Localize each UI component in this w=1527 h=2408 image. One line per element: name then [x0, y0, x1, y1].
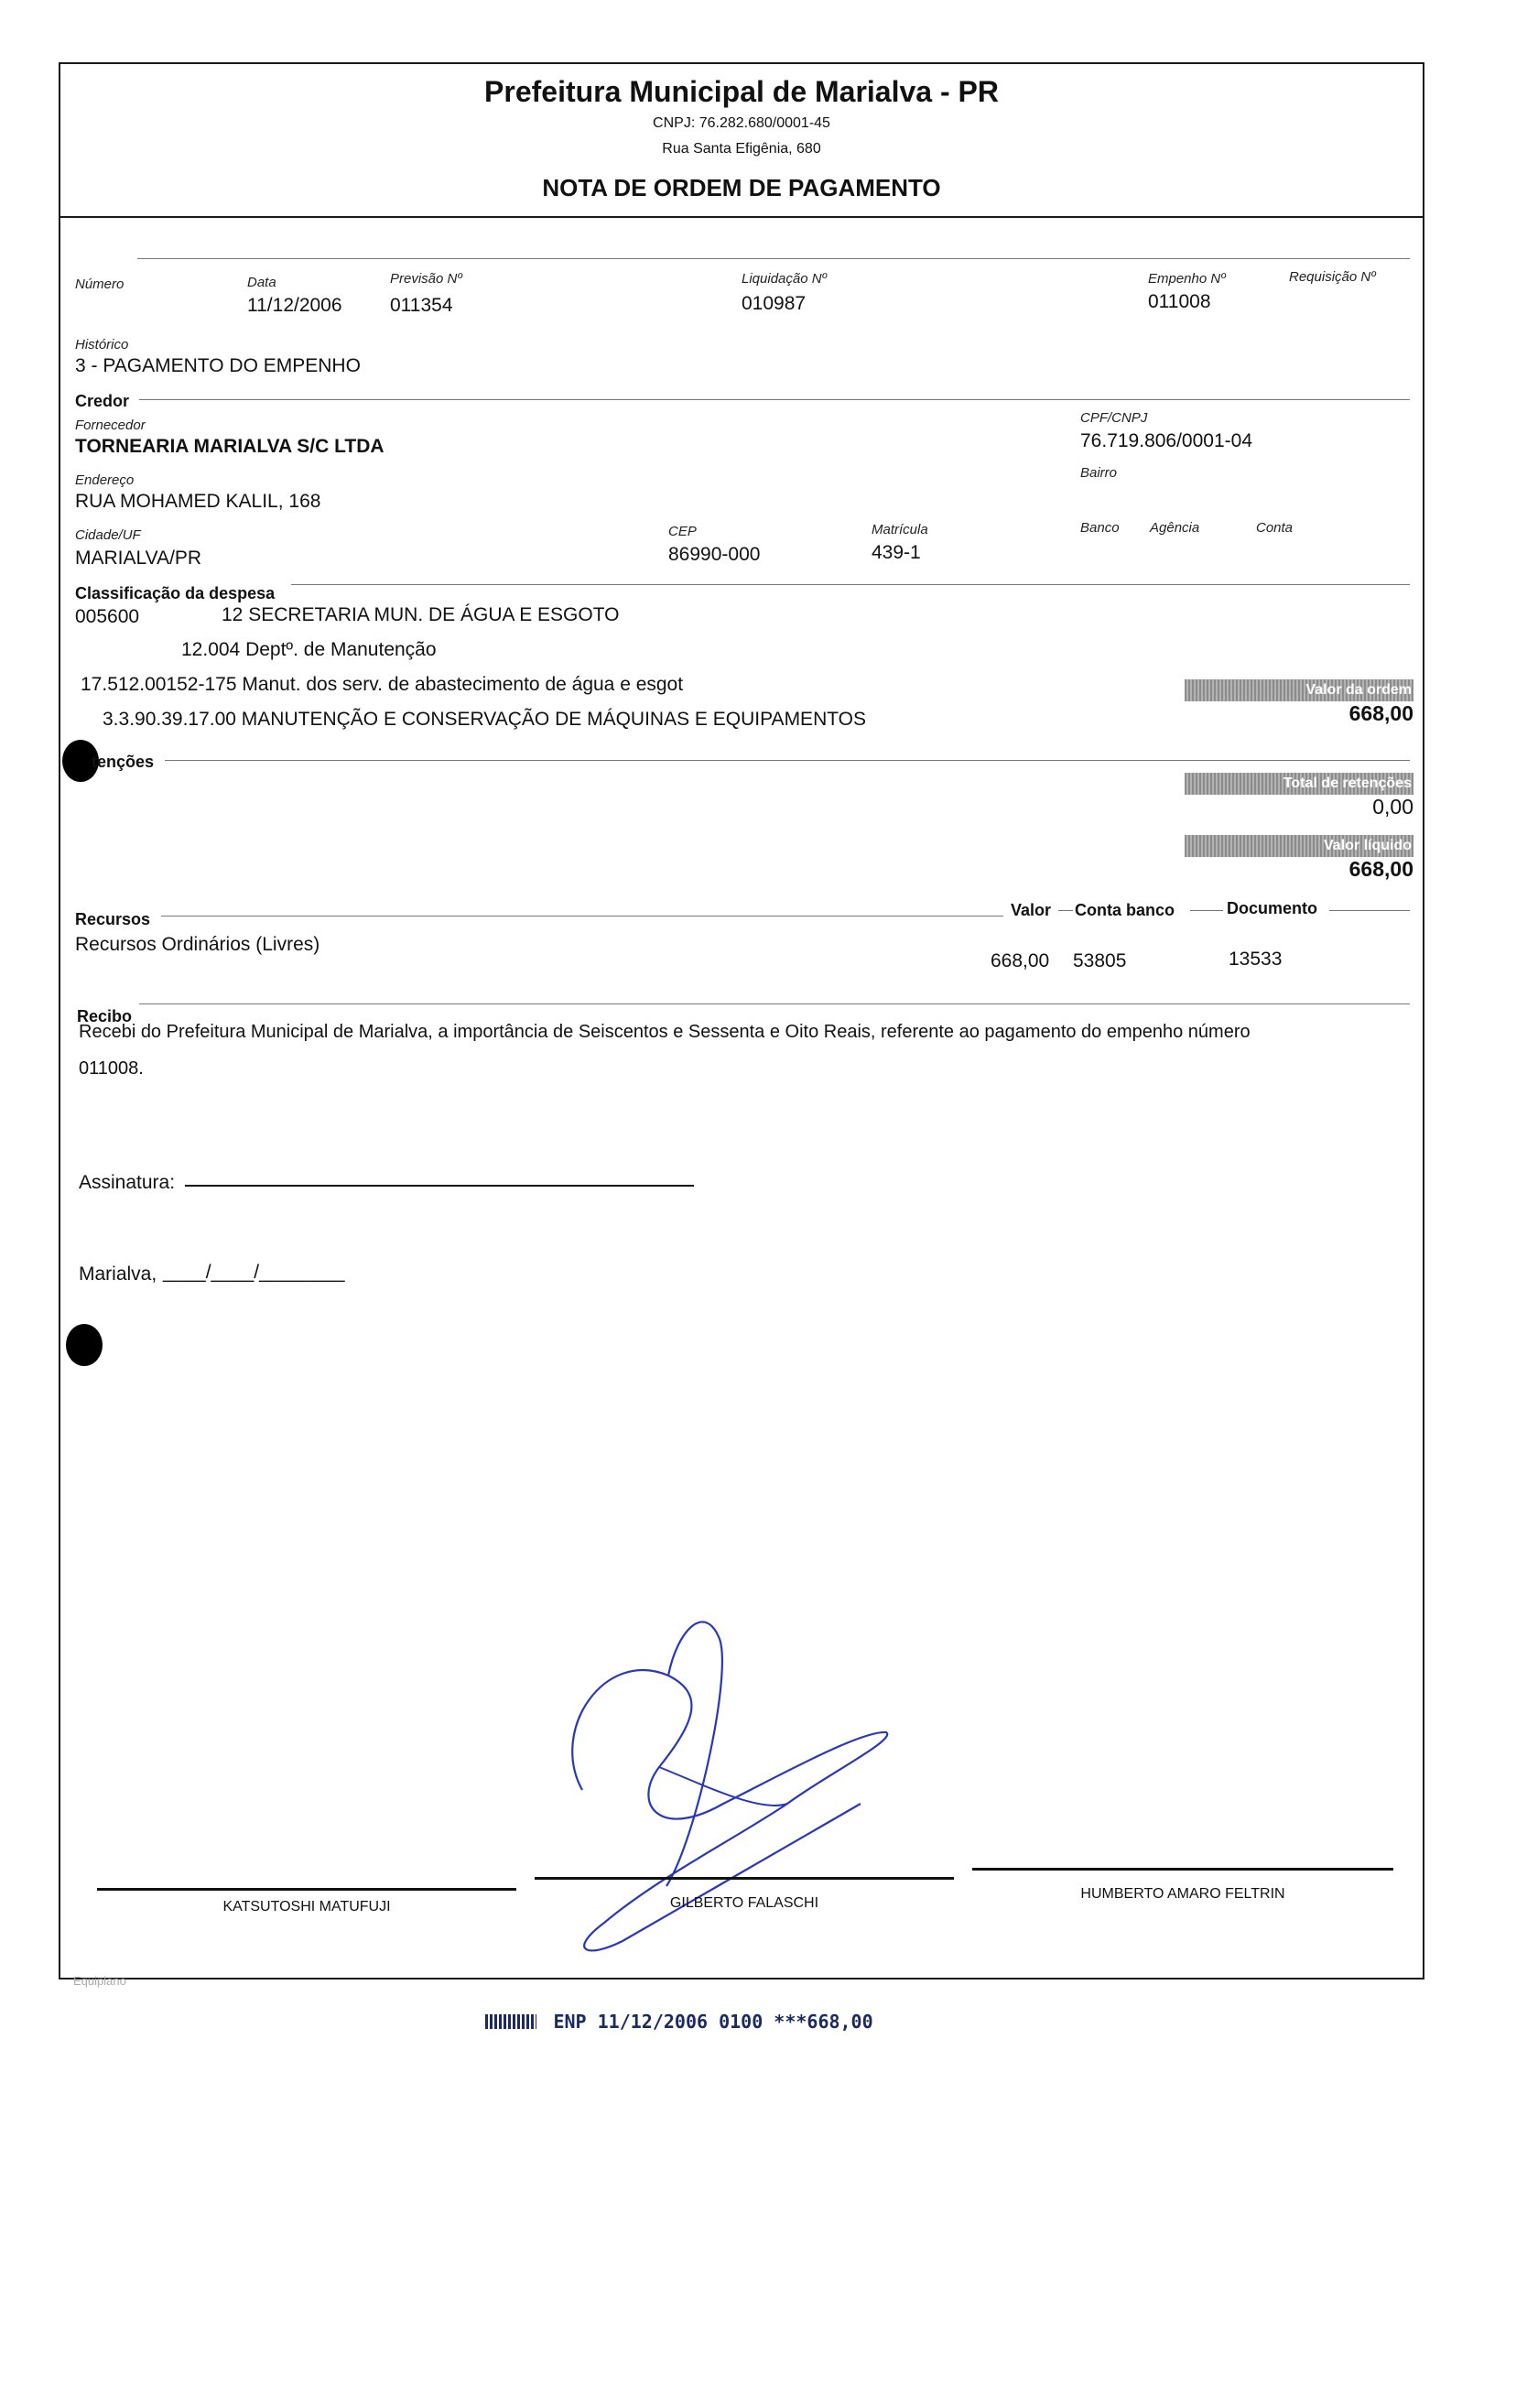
fornecedor-label: Fornecedor: [75, 418, 146, 433]
classificacao-divider: [291, 584, 1410, 585]
agencia-label: Agência: [1150, 520, 1200, 536]
endereco-label: Endereço: [75, 472, 135, 488]
conta-label: Conta: [1256, 520, 1294, 536]
signature-name-1: KATSUTOSHI MATUFUJI: [222, 1899, 391, 1914]
retencoes-section: tenções: [92, 753, 155, 771]
recursos-valor-label: Valor: [1011, 901, 1052, 919]
valor-ordem-value: 668,00: [1348, 701, 1413, 725]
valor-liquido-label: Valor líquido: [1185, 835, 1413, 857]
signature-name-2: GILBERTO FALASCHI: [669, 1895, 819, 1911]
total-retencoes-label: Total de retenções: [1185, 773, 1413, 795]
credor-section: Credor: [75, 392, 130, 410]
classificacao-programa: 17.512.00152-175 Manut. dos serv. de abastecimento de água e esgot: [81, 674, 684, 695]
signature-line-2: [535, 1877, 954, 1880]
liquidacao-value: 010987: [742, 293, 807, 314]
matricula-label: Matrícula: [872, 522, 928, 537]
numero-label: Número: [75, 277, 125, 292]
fields-divider: [137, 258, 1410, 259]
bank-stamp: [485, 2011, 873, 2033]
classificacao-secretaria: 12 SECRETARIA MUN. DE ÁGUA E ESGOTO: [222, 604, 620, 625]
doc-title: NOTA DE ORDEM DE PAGAMENTO: [542, 174, 941, 201]
liquidacao-label: Liquidação Nº: [742, 271, 828, 287]
cidade-label: Cidade/UF: [75, 527, 141, 543]
header-address: Rua Santa Efigênia, 680: [662, 141, 821, 157]
signature-line-1: [97, 1888, 516, 1891]
signature-line-3: [972, 1868, 1393, 1871]
header-title: Prefeitura Municipal de Marialva - PR: [484, 75, 999, 108]
cpf-label: CPF/CNPJ: [1080, 410, 1148, 426]
total-retencoes-value: 0,00: [1372, 795, 1413, 819]
fornecedor-value: TORNEARIA MARIALVA S/C LTDA: [75, 436, 384, 457]
recibo-divider: [139, 1003, 1410, 1004]
recursos-conta: 53805: [1073, 950, 1127, 971]
recursos-section: Recursos: [75, 910, 151, 928]
header-divider: [59, 216, 1424, 218]
credor-divider: [139, 399, 1410, 400]
cep-label: CEP: [668, 524, 697, 539]
data-label: Data: [247, 275, 276, 290]
recursos-documento-label: Documento: [1227, 899, 1317, 917]
banco-label: Banco: [1080, 520, 1120, 536]
recursos-conta-label: Conta banco: [1075, 901, 1175, 919]
cidade-value: MARIALVA/PR: [75, 548, 202, 569]
valor-ordem-label: Valor da ordem: [1185, 679, 1413, 701]
endereco-value: RUA MOHAMED KALIL, 168: [75, 491, 321, 512]
historico-value: 3 - PAGAMENTO DO EMPENHO: [75, 355, 361, 376]
bairro-label: Bairro: [1080, 465, 1118, 481]
marialva-label: Marialva,: [79, 1264, 157, 1285]
recibo-line2: 011008.: [79, 1058, 144, 1079]
header-cnpj: CNPJ: 76.282.680/0001-45: [653, 115, 830, 131]
empenho-label: Empenho Nº: [1148, 271, 1226, 287]
recursos-divider-3: [1190, 910, 1223, 911]
signature-name-3: HUMBERTO AMARO FELTRIN: [1080, 1886, 1285, 1902]
recursos-valor: 668,00: [991, 950, 1050, 971]
recursos-divider-4: [1329, 910, 1410, 911]
equiplano-brand: Equiplano: [73, 1974, 126, 1988]
classificacao-code: 005600: [75, 606, 140, 627]
recursos-divider: [161, 916, 1003, 917]
recursos-description: Recursos Ordinários (Livres): [75, 934, 320, 955]
recursos-divider-2: [1058, 910, 1073, 911]
stamp-barcode-icon: [485, 2014, 536, 2029]
requisicao-label: Requisição Nº: [1289, 269, 1376, 285]
recibo-line1: Recebi do Prefeitura Municipal de Marialva, a importância de Seiscentos e Sessenta e Oito Reais, referente ao pagamento do empenho número: [79, 1022, 1251, 1042]
historico-label: Histórico: [75, 337, 129, 353]
retencoes-divider: [165, 760, 1410, 761]
matricula-value: 439-1: [872, 542, 921, 563]
classificacao-section: Classificação da despesa: [75, 584, 276, 602]
date-blanks: ____/____/________: [163, 1262, 345, 1283]
previsao-value: 011354: [390, 295, 453, 316]
classificacao-elemento: 3.3.90.39.17.00 MANUTENÇÃO E CONSERVAÇÃO DE MÁQUINAS E EQUIPAMENTOS: [103, 709, 867, 730]
cpf-value: 76.719.806/0001-04: [1080, 430, 1253, 451]
cep-value: 86990-000: [668, 544, 761, 565]
empenho-value: 011008: [1148, 291, 1211, 312]
classificacao-departamento: 12.004 Deptº. de Manutenção: [181, 639, 437, 660]
valor-liquido-value: 668,00: [1348, 857, 1413, 881]
recibo-section: Recibo: [77, 1007, 133, 1025]
stamp-text: ENP 11/12/2006 0100 ***668,00: [553, 2011, 873, 2033]
data-value: 11/12/2006: [247, 295, 342, 316]
recursos-documento: 13533: [1229, 949, 1283, 970]
punch-hole-mark-2: [66, 1324, 103, 1366]
assinatura-label: Assinatura:: [79, 1172, 176, 1193]
assinatura-line: [185, 1185, 694, 1187]
previsao-label: Previsão Nº: [390, 271, 462, 287]
